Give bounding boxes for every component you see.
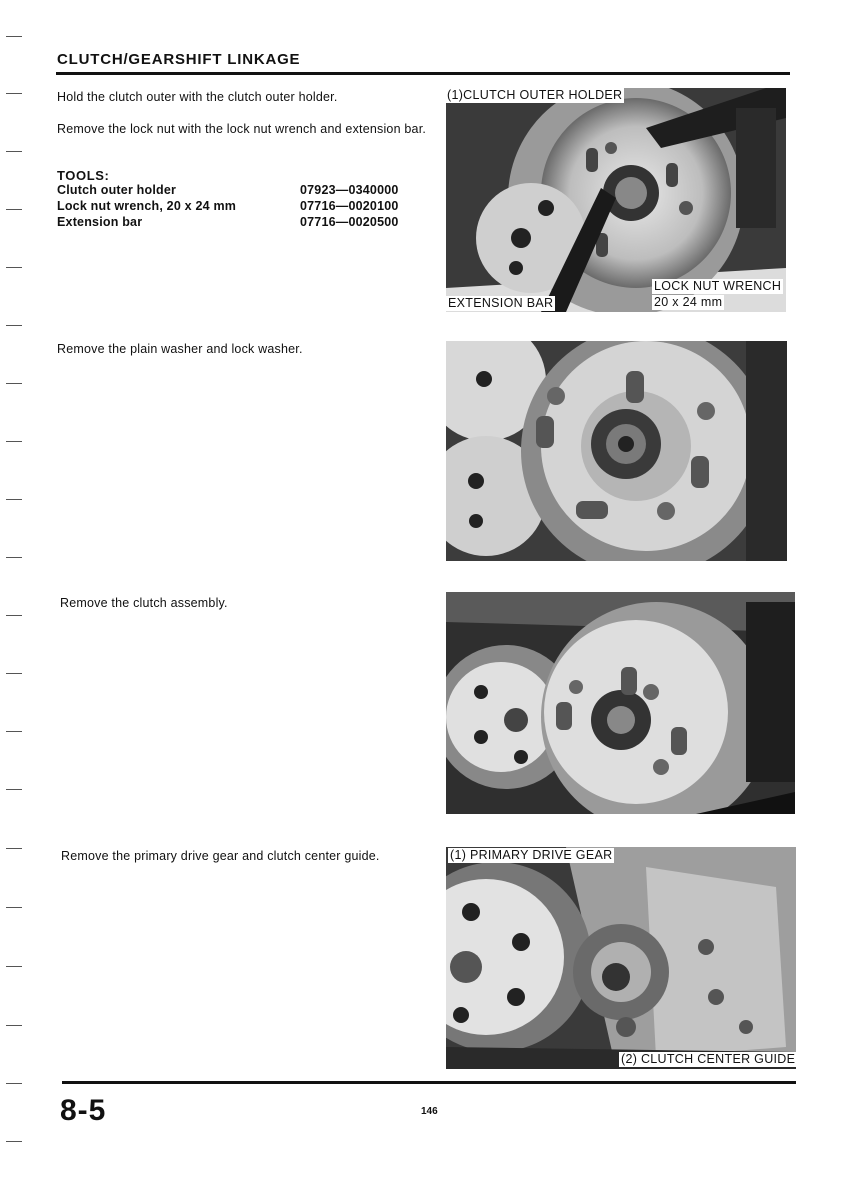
- binding-margin-ticks: [0, 0, 30, 1200]
- title-rule: [56, 72, 790, 75]
- step-remove-primary-drive-gear: Remove the primary drive gear and clutch center guide.: [61, 849, 380, 863]
- tool-number: 07923—0340000: [300, 183, 399, 197]
- tool-row: [57, 215, 417, 229]
- sheet-number: 146: [421, 1106, 438, 1117]
- tool-number: 07716—0020500: [300, 215, 399, 229]
- callout-wrench-size: 20 x 24 mm: [654, 295, 723, 309]
- step-remove-lock-nut: Remove the lock nut with the lock nut wrench and extension bar.: [57, 122, 427, 136]
- tool-name: Extension bar: [57, 215, 143, 229]
- clutch-assembly-photo: [446, 592, 795, 814]
- step-remove-washers: Remove the plain washer and lock washer.: [57, 342, 303, 356]
- callout-primary-drive-gear: (1) PRIMARY DRIVE GEAR: [450, 848, 613, 862]
- step-remove-clutch-assembly: Remove the clutch assembly.: [60, 596, 228, 610]
- tool-number: 07716—0020100: [300, 199, 399, 213]
- callout-clutch-center-guide: (2) CLUTCH CENTER GUIDE: [621, 1052, 796, 1066]
- callout-extension-bar: EXTENSION BAR: [448, 296, 554, 310]
- callout-lock-nut-wrench: LOCK NUT WRENCH: [654, 279, 782, 293]
- tool-row: [57, 199, 417, 213]
- step-hold-clutch-outer: Hold the clutch outer with the clutch outer holder.: [57, 90, 338, 104]
- tool-name: Clutch outer holder: [57, 183, 177, 197]
- tools-title: TOOLS:: [57, 168, 110, 183]
- footer-rule: [62, 1081, 796, 1084]
- section-title: CLUTCH/GEARSHIFT LINKAGE: [57, 51, 301, 68]
- callout-clutch-outer-holder: (1)CLUTCH OUTER HOLDER: [447, 88, 623, 102]
- primary-drive-gear-photo: [446, 847, 796, 1069]
- page-number: 8-5: [60, 1094, 107, 1127]
- tool-row: [57, 183, 417, 197]
- tool-name: Lock nut wrench, 20 x 24 mm: [57, 199, 237, 213]
- washers-photo: [446, 341, 787, 561]
